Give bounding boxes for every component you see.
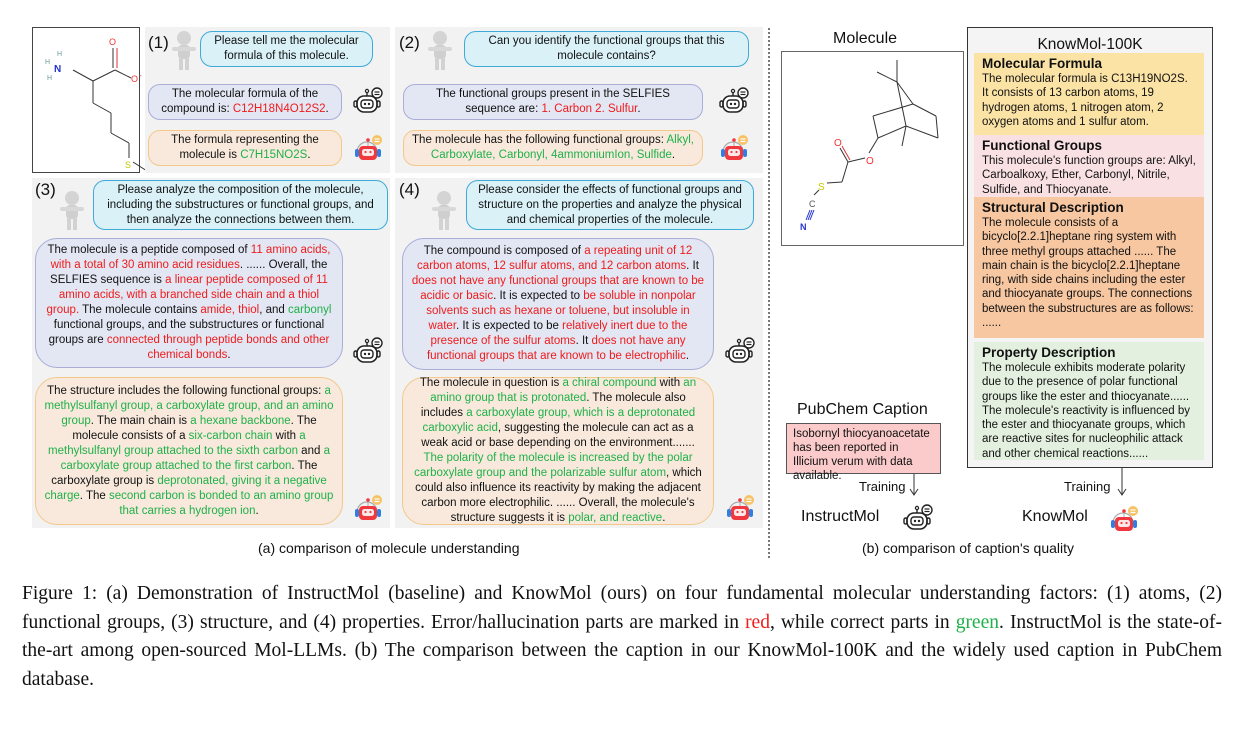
correct-text: second carbon is bonded to an amino group that carries a hydrogen ion — [108, 489, 334, 517]
plain-text: . — [685, 350, 690, 362]
plain-text: The molecule contains — [79, 304, 201, 316]
panel-separator — [768, 28, 770, 558]
knowmol-100k-title: KnowMol-100K — [1037, 36, 1143, 53]
arrow-down-icon — [1116, 468, 1128, 496]
plain-text: . — [637, 103, 641, 115]
user-person-icon — [426, 30, 454, 70]
case-3-number: (3) — [35, 180, 56, 199]
plain-text: The molecule in question is — [419, 377, 563, 389]
case-3-knowmol-answer — [35, 377, 343, 525]
instructmol-label: InstructMol — [801, 508, 880, 525]
plain-text: . It is expected to be — [456, 320, 563, 332]
molecule-structure-a — [33, 28, 141, 174]
atom-o2: O — [866, 156, 874, 167]
instructmol-robot-icon — [352, 86, 384, 118]
user-person-icon — [170, 30, 198, 70]
correct-text: polar, and reactive — [568, 512, 663, 524]
user-person-icon — [58, 190, 86, 230]
plain-text: . — [325, 103, 329, 115]
instructmol-robot-icon — [902, 503, 934, 535]
plain-text: , and — [259, 304, 288, 316]
plain-text: and — [297, 444, 324, 457]
plain-text: The formula representing the molecule is — [171, 134, 319, 161]
case-2-number: (2) — [399, 33, 420, 52]
correct-text: carbonyl — [287, 304, 332, 316]
correct-text: a carboxylate group, which is a deprotonated carboxylic acid — [422, 407, 696, 434]
plain-text: . — [671, 149, 676, 161]
plain-text: . — [255, 504, 259, 517]
plain-text: . It is expected to — [493, 290, 584, 302]
knowmol-robot-icon — [352, 132, 384, 164]
atom-s: S — [818, 182, 825, 193]
correct-text: a hexane backbone — [190, 414, 291, 427]
instructmol-robot-icon — [718, 86, 750, 118]
case-2-instructmol-answer — [403, 84, 703, 120]
figure-caption — [22, 580, 1222, 694]
correct-text: Alkyl, Carboxylate, Carbonyl, 4ammoniumIon, Sulfide — [430, 134, 694, 161]
molecule-image-a — [32, 27, 140, 173]
pubchem-title: PubChem Caption — [797, 401, 928, 418]
plain-text: . — [662, 512, 666, 524]
error-text: a linear peptide composed of 11 amino acids, with a branched side chain and a thiol group. — [46, 274, 328, 316]
plain-text: . The molecule also includes — [420, 392, 686, 419]
correct-text: six-carbon chain — [188, 429, 273, 442]
plain-text: The structure includes the following functional groups: — [47, 384, 325, 397]
plain-text: , while correct parts in — [769, 611, 956, 633]
section-property-description: Property Description The molecule exhibits moderate polarity due to the presence of polar functional groups like the ester and thiocyanate...... The molecule's reactivity is influenced by the ester and thiocyanate groups, which are reactive sites for nucleophilic attack and other chemical reactions...... — [974, 342, 1204, 460]
error-text: does not have any functional groups that are known to be acidic or basic — [411, 275, 705, 302]
instructmol-robot-icon — [724, 336, 756, 368]
correct-text: a carboxylate group attached to the first carbon — [60, 444, 330, 472]
knowmol-robot-icon — [1108, 503, 1140, 535]
plain-text: The molecular formula of the compound is: — [161, 88, 319, 115]
section-molecular-formula: Molecular Formula The molecular formula is C13H19NO2S. It consists of 13 carbon atoms, 19 hydrogen atoms, 1 nitrogen atom, 2 oxygen atoms and 1 sulfur atom. — [974, 53, 1204, 135]
knowmol-robot-icon — [724, 492, 756, 524]
case-3-instructmol-answer — [35, 238, 343, 368]
plain-text: with — [656, 377, 684, 389]
atom-n: N — [54, 64, 62, 75]
correct-text: The polarity of the molecule is increased by the polar carboxylate group and the polarizable sulfur atom — [414, 452, 693, 479]
atom-h1: H — [45, 59, 51, 66]
atom-o2: O — [131, 74, 139, 84]
section-structural-description: Structural Description The molecule consists of a bicyclo[2.2.1]heptane ring system with three methyl groups attached ...... The main chain is the bicyclo[2.2.1]heptane ring, with side chains including the ester and thiocyanate groups. The connections between the substructures are as follows: ...... — [974, 197, 1204, 338]
plain-text: . ...... Overall, the SELFIES sequence is — [50, 259, 328, 286]
error-text: C12H18N4O12S2 — [232, 103, 326, 115]
case-4-knowmol-answer — [402, 377, 714, 525]
knowmol-100k-box — [967, 27, 1213, 468]
atom-charge: - — [139, 71, 142, 80]
plain-text: . InstructMol is the state-of-the-art among open-sourced Mol-LLMs. (b) The comparison between the caption in our KnowMol-100K and the widely used caption in PubChem database. — [22, 611, 1222, 690]
error-text: amide, thiol — [200, 304, 260, 316]
molecule-image-b — [781, 51, 964, 246]
knowmol-robot-icon — [352, 492, 384, 524]
plain-text: The molecule is a peptide composed of — [47, 244, 251, 256]
correct-text: a methylsulfanyl group attached to the sixth carbon — [48, 429, 306, 457]
plain-text: functional groups, and the substructures or functional groups are — [48, 319, 325, 346]
case-4-number: (4) — [399, 180, 420, 199]
section-functional-groups: Functional Groups This molecule's function groups are: Alkyl, Carboalkoxy, Ether, Carbonyl, Nitrile, Sulfide, and Thiocyanate. — [974, 135, 1204, 197]
plain-text: . — [227, 349, 231, 361]
plain-text: . The molecule consists of a — [72, 414, 317, 442]
atom-h3: H — [47, 75, 53, 82]
plain-text: . It — [686, 260, 699, 272]
error-text: be soluble in nonpolar solvents such as hexane or toluene, but insoluble in water — [426, 290, 696, 332]
knowmol-robot-icon — [718, 132, 750, 164]
correct-text: deprotonated, giving it a negative charge — [44, 474, 327, 502]
atom-o1: O — [109, 37, 117, 47]
atom-h2: H — [57, 51, 63, 58]
case-2-question: Can you identify the functional groups that this molecule contains? — [464, 31, 749, 67]
atom-s: S — [125, 160, 132, 170]
molecule-structure-b — [782, 52, 965, 247]
error-text: relatively inert due to the presence of the sulfur atoms — [430, 320, 688, 347]
correct-text: green — [955, 611, 999, 633]
atom-o1: O — [834, 138, 842, 149]
error-text: red — [745, 611, 770, 633]
case-4-question: Please consider the effects of functional groups and structure on the properties and analyze the physical and chemical properties of the molecule. — [466, 180, 754, 230]
plain-text: . The — [79, 489, 109, 502]
case-1-knowmol-answer — [148, 130, 342, 166]
plain-text: Figure 1: (a) Demonstration of InstructMol (baseline) and KnowMol (ours) on four fundamental molecular understanding factors: (1) atoms, (2) functional groups, (3) structure, and (4) properties. Error/hallucination parts are marked in — [22, 583, 1222, 633]
panel-b-caption: (b) comparison of caption's quality — [862, 540, 1074, 556]
case-3-question: Please analyze the composition of the molecule, including the substructures or functional groups, and then analyze the connections between them. — [93, 180, 388, 230]
plain-text: The molecule has the following functional groups: — [412, 134, 667, 146]
case-1-instructmol-answer — [148, 84, 342, 120]
molecule-title: Molecule — [833, 30, 898, 47]
instructmol-robot-icon — [352, 336, 384, 368]
plain-text: , suggesting the molecule can act as a weak acid or base depending on the environment....... — [421, 422, 695, 449]
knowmol-label: KnowMol — [1022, 508, 1088, 525]
pubchem-caption-box: Isobornyl thiocyanoacetate has been reported in Illicium verum with data available. — [786, 423, 941, 474]
panel-a-caption: (a) comparison of molecule understanding — [258, 540, 520, 556]
error-text: 1. Carbon 2. Sulfur — [541, 103, 638, 115]
error-text: 11 amino acids, with a total of 30 amino acid residues — [50, 244, 331, 271]
plain-text: The compound is composed of — [423, 245, 585, 257]
error-text: does not have any functional groups that are known to be electrophilic — [426, 335, 686, 362]
error-text: connected through peptide bonds and other chemical bonds — [106, 334, 330, 361]
correct-text: a chiral compound — [562, 377, 657, 389]
user-person-icon — [430, 190, 458, 230]
plain-text: . — [307, 149, 311, 161]
plain-text: , which could also influence its reactivity by making the adjacent carbon more electrophilic. ...... Overall, the molecule's structure suggests it is — [415, 467, 702, 524]
training-label-knowmol: Training — [1064, 479, 1111, 494]
correct-text: C7H15NO2S — [240, 149, 308, 161]
correct-text: an amino group that is protonated — [430, 377, 697, 404]
atom-c: C — [809, 199, 816, 209]
training-label-instructmol: Training — [859, 479, 906, 494]
error-text: a repeating unit of 12 carbon atoms, 12 sulfur atoms, and 12 carbon atoms — [417, 245, 693, 272]
case-1-number: (1) — [148, 33, 169, 52]
atom-n: N — [800, 222, 807, 232]
plain-text: . The main chain is — [90, 414, 191, 427]
plain-text: . The carboxylate group is — [51, 459, 318, 487]
case-2-knowmol-answer — [403, 130, 703, 166]
plain-text: . It — [575, 335, 592, 347]
arrow-down-icon — [908, 474, 920, 496]
plain-text: with — [272, 429, 300, 442]
plain-text: The functional groups present in the SELFIES sequence are: — [436, 88, 670, 115]
case-4-instructmol-answer — [402, 238, 714, 370]
correct-text: a methylsulfanyl group, a carboxylate group, and an amino group — [44, 384, 334, 427]
case-1-question: Please tell me the molecular formula of this molecule. — [200, 31, 373, 67]
